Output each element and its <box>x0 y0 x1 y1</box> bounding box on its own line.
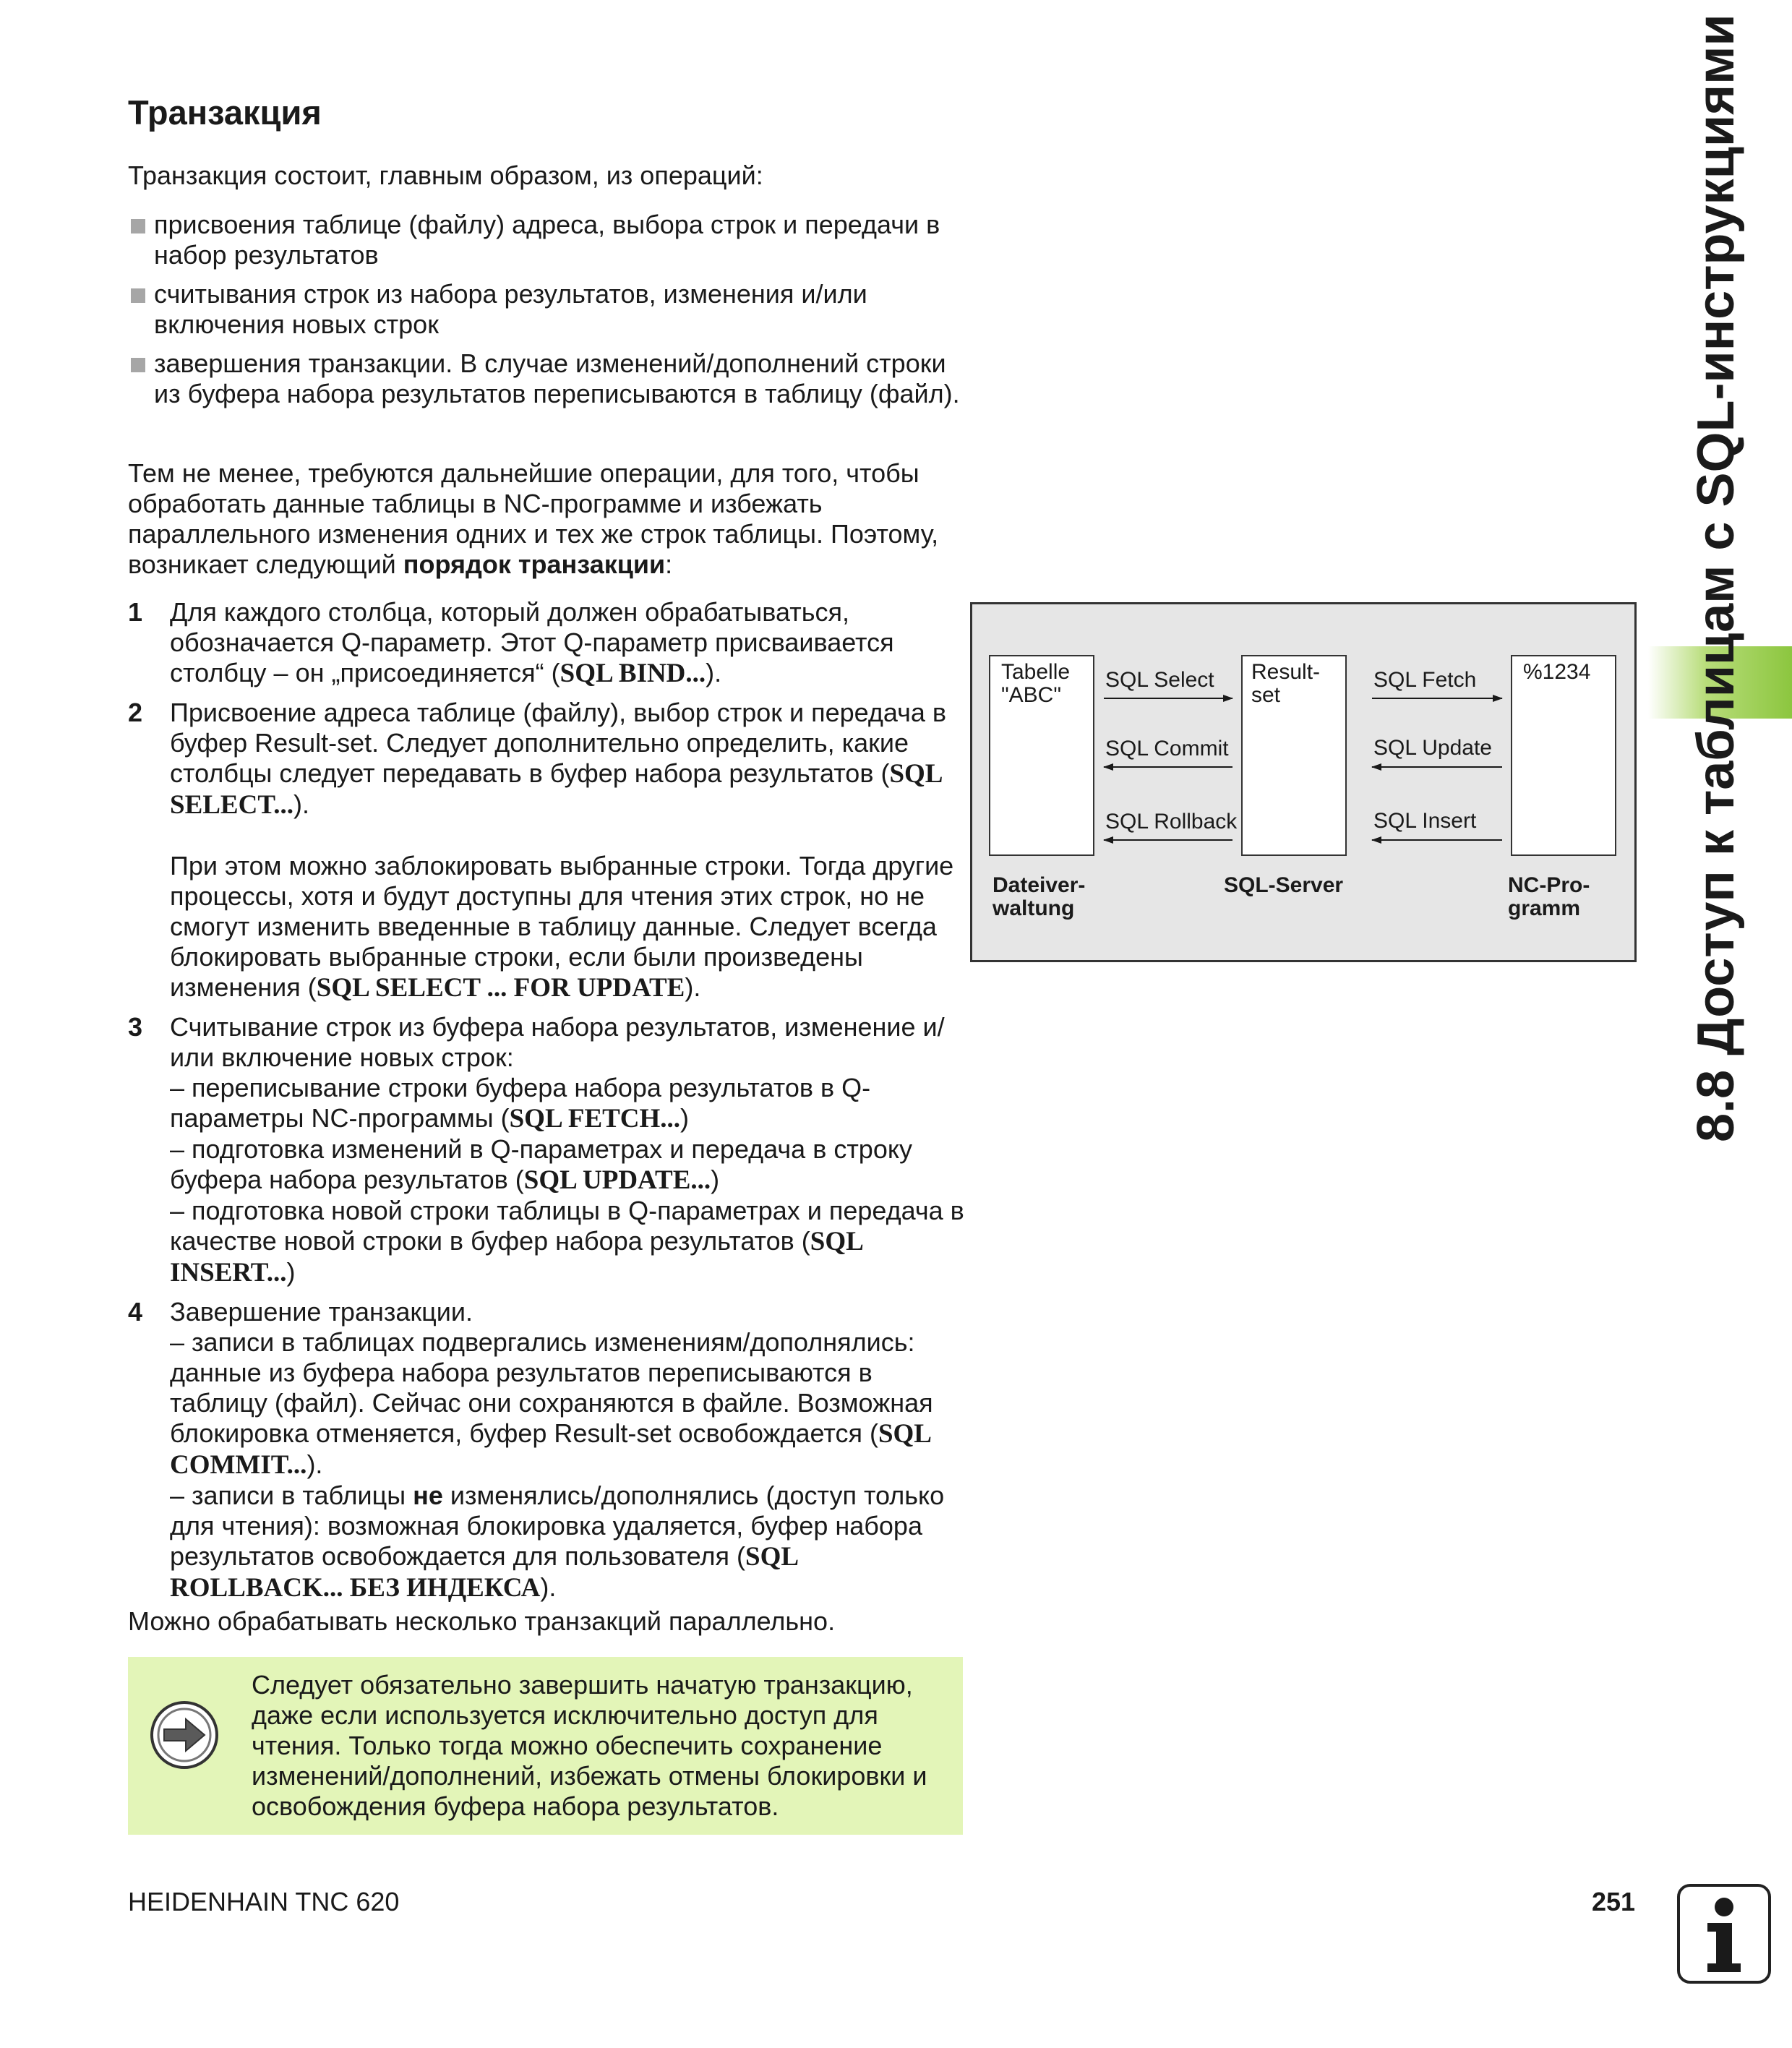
sql-command: SQL INSERT... <box>170 1227 862 1288</box>
transaction-steps <box>128 597 966 1612</box>
caption-file-management: Dateiver- waltung <box>993 873 1086 920</box>
sql-command: SQL ROLLBACK... БЕЗ ИНДЕКСА <box>170 1542 798 1603</box>
arrow-label-sql-rollback: SQL Rollback <box>1105 810 1238 834</box>
sql-command: SQL COMMIT... <box>170 1419 930 1480</box>
step-number: 3 <box>128 1012 143 1042</box>
step-item-4: 4 Завершение транзакции. – записи в таблицах подвергались изменениям/дополнялись: данные из буфера набора результатов переписываются в таблицу (файл). Сейчас они сохраняются в файле. Возможная блокировка отменяется, буфер Result-set освобождается (SQL COMMIT...). – записи в таблицы не изменялись/дополнялись (доступ только для чтения): возможная блокировка удаляется, буфер набора результатов освобождается для пользователя (SQL ROLLBACK... БЕЗ ИНДЕКСА). <box>128 1297 945 1603</box>
sql-command: SQL SELECT ... FOR UPDATE <box>316 973 685 1003</box>
box-resultset-label: Result- set <box>1251 660 1321 707</box>
bold-term: не <box>413 1481 443 1510</box>
step-number: 2 <box>128 698 143 727</box>
step-number: 1 <box>128 597 143 627</box>
closing-paragraph: Можно обрабатывать несколько транзакций параллельно. <box>128 1606 836 1636</box>
arrow-label-sql-commit: SQL Commit <box>1105 737 1229 760</box>
info-icon <box>1677 1884 1771 1984</box>
arrow-label-sql-select: SQL Select <box>1105 668 1214 692</box>
page-number: 251 <box>1592 1887 1636 1916</box>
footer-manual-name: HEIDENHAIN TNC 620 <box>128 1887 400 1916</box>
arrow-label-sql-fetch: SQL Fetch <box>1373 668 1477 692</box>
note-box <box>128 1657 963 1835</box>
page-title: Транзакция <box>128 93 322 132</box>
bullet-square-icon <box>131 358 145 372</box>
step-item-1: 1 Для каждого столбца, который должен обрабатываться, обозначается Q-параметр. Этот Q-параметр присваивается столбцу – он „присоединяется“ (SQL BIND...). <box>128 597 894 688</box>
transaction-diagram <box>970 602 1637 962</box>
caption-sql-server: SQL-Server <box>1224 873 1344 897</box>
bullet-square-icon <box>131 288 145 303</box>
note-text: Следует обязательно завершить начатую транзакцию, даже если используется исключительно доступ для чтения. Только тогда можно обеспечить сохранение изменений/дополнений, избежать отмены блокировки и освобождения буфера набора результатов. <box>252 1670 927 1821</box>
box-table-label: Tabelle "ABC" <box>1001 660 1071 707</box>
list-item: присвоения таблице (файлу) адреса, выбора строк и передачи в набор результатов <box>128 210 966 270</box>
arrow-right-circle-icon <box>150 1700 219 1770</box>
transaction-order-paragraph: Тем не менее, требуются дальнейшие операции, для того, чтобы обработать данные таблицы в NC-программе и избежать параллельного изменения одних и тех же строк таблицы. Поэтому, возникает следующий порядок транзакции: <box>128 458 939 579</box>
step-item-3: 3 Считывание строк из буфера набора результатов, изменение и/или включение новых строк: – переписывание строки буфера набора результатов в Q-параметры NC-программы (SQL FETCH...) – подготовка изменений в Q-параметрах и передача в строку буфера набора результатов (SQL UPDATE...) – подготовка новой строки таблицы в Q-параметрах и передача в качестве новой строки в буфер набора результатов (SQL INSERT...) <box>128 1012 964 1288</box>
box-program-label: %1234 <box>1523 660 1591 684</box>
list-item: завершения транзакции. В случае изменений/дополнений строки из буфера набора результатов переписываются в таблицу (файл). <box>128 348 966 409</box>
arrow-label-sql-update: SQL Update <box>1373 736 1492 760</box>
intro-text: Транзакция состоит, главным образом, из операций: <box>128 160 763 190</box>
bullet-square-icon <box>131 219 145 233</box>
list-item: считывания строк из набора результатов, изменения и/или включения новых строк <box>128 279 966 340</box>
sql-command: SQL UPDATE... <box>523 1165 711 1195</box>
bold-term: порядок транзакции <box>403 549 666 579</box>
caption-nc-program: NC-Pro- gramm <box>1508 873 1590 920</box>
step-number: 4 <box>128 1297 143 1327</box>
arrow-label-sql-insert: SQL Insert <box>1373 809 1477 833</box>
sql-command: SQL SELECT... <box>170 759 942 820</box>
sql-command: SQL BIND... <box>560 659 706 688</box>
operations-list <box>128 210 966 418</box>
step-item-2: 2 Присвоение адреса таблице (файлу), выбор строк и передача в буфер Result-set. Следует дополнительно определить, какие столбцы следует передавать в буфер набора результатов (SQL SELECT...). При этом можно заблокировать выбранные строки. Тогда другие процессы, хотя и будут доступны для чтения этих строк, но не смогут изменить введенные в таблицу данные. Следует всегда блокировать выбранные строки, если были произведены изменения (SQL SELECT ... FOR UPDATE). <box>128 698 954 1003</box>
sql-command: SQL FETCH... <box>509 1104 681 1134</box>
